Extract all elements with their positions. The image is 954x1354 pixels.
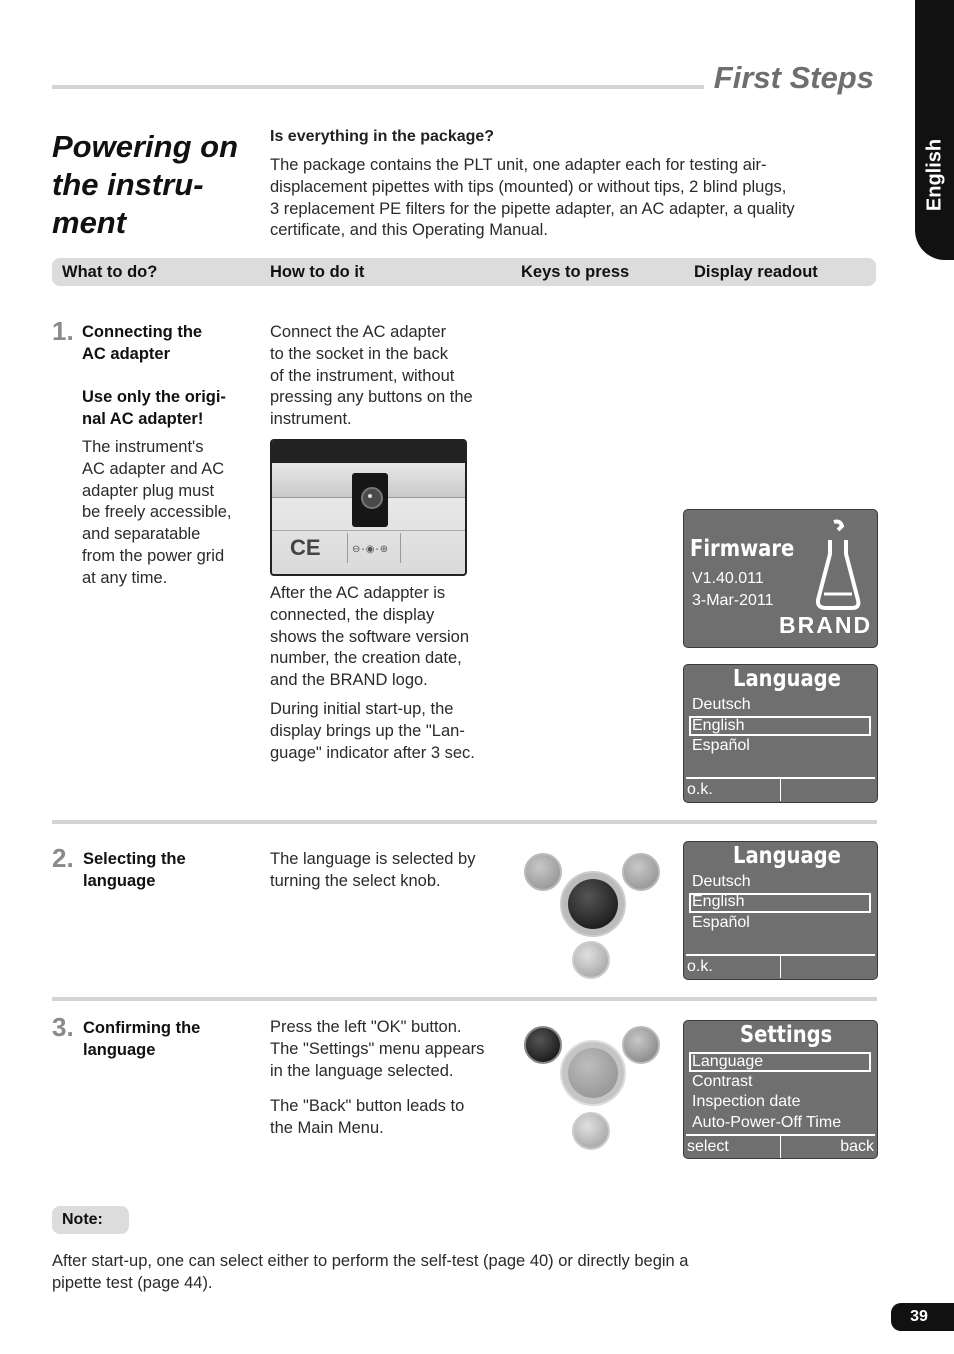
right-back-button[interactable] [622,853,660,891]
language-option: English [692,893,745,910]
note-label: Note: [62,1211,103,1228]
page-number: 39 [910,1308,928,1325]
step-3-back-info: The "Back" button leads to the Main Menu. [270,1097,465,1137]
step-1-after-connect: After the AC adappter is connected, the display shows the software version number, the creation date, and the BRAND logo. [270,584,470,690]
step-3-title: Confirming the language [83,1019,201,1059]
col-display-readout: Display readout [694,263,818,281]
ac-socket-photo [270,439,467,576]
col-what-to-do: What to do? [62,263,158,281]
step-2-number: 2. [52,843,74,873]
step-3-number: 3. [52,1012,74,1042]
softkey-left-label: select [687,1138,729,1155]
step-3-instructions: Press the left "OK" button. The "Settings" menu appears in the language selected. [270,1018,485,1080]
language-option: Español [692,914,750,931]
language-title: Language [733,666,841,692]
step-divider [52,997,877,1001]
step-2-title: Selecting the language [83,850,186,890]
firmware-version: V1.40.011 [692,570,764,587]
brand-logo: BRAND [779,612,873,638]
language-option: English [692,717,745,734]
left-ok-button[interactable] [524,853,562,891]
right-back-button[interactable] [622,1026,660,1064]
ce-mark: CE [290,535,321,560]
bottom-button[interactable] [572,1112,610,1150]
settings-display [683,1020,878,1159]
select-knob[interactable] [568,879,618,929]
softkey-left-label: o.k. [687,958,713,975]
language-display-2 [683,841,878,980]
step-1-number: 1. [52,316,74,346]
polarity-icon: ⊖-◉-⊕ [352,544,390,555]
section-title: First Steps [713,60,874,95]
brand-flask-icon [814,518,862,614]
settings-option: Auto-Power-Off Time [692,1114,842,1131]
col-keys-to-press: Keys to press [521,263,630,281]
step-divider [52,820,877,824]
step-1-instructions: Connect the AC adapter to the socket in the back of the instrument, without pressing any buttons on the instrument. [270,323,473,429]
header-rule [52,85,704,89]
left-ok-button[interactable] [524,1026,562,1064]
language-option: Español [692,737,750,754]
bottom-button[interactable] [572,941,610,979]
step-1-warning: Use only the origi- nal AC adapter! [82,388,226,428]
page-title: Powering on the instru- ment [52,129,238,240]
softkey-left-label: o.k. [687,781,713,798]
language-option: Deutsch [692,696,751,713]
firmware-date: 3-Mar-2011 [692,592,774,609]
keypad-ok-press [520,1020,662,1156]
power-socket-icon [352,473,388,527]
language-display-1 [683,664,878,803]
step-1-note: The instrument's AC adapter and AC adapter plug must be freely accessible, and separatable from the power grid at any time. [82,438,232,587]
softkey-right-label: back [840,1138,874,1155]
keypad-select-knob [520,843,662,979]
step-1-initial-startup: During initial start-up, the display brings up the "Lan- guage" indicator after 3 sec. [270,700,475,762]
step-2-instructions: The language is selected by turning the select knob. [270,850,476,890]
step-1-title: Connecting the AC adapter [82,323,203,363]
side-tab-label: English [923,138,945,212]
select-knob[interactable] [568,1048,618,1098]
language-option: Deutsch [692,873,751,890]
firmware-title: Firmware [690,536,795,562]
settings-option: Contrast [692,1073,753,1090]
package-heading: Is everything in the package? [270,128,495,145]
settings-option: Language [692,1053,764,1070]
col-how-to-do-it: How to do it [270,263,365,281]
settings-title: Settings [740,1022,833,1048]
package-text: The package contains the PLT unit, one adapter each for testing air- displacement pipettes with tips (mounted) or without tips, 2 blind plugs, 3 replacement PE filters for the pipette adapter, an AC adapter, a quality certificate, and this Operating Manual. [270,156,795,240]
note-text: After start-up, one can select either to perform the self-test (page 40) or directly begin a pipette test (page 44). [52,1252,689,1292]
firmware-display [683,509,878,648]
language-title: Language [733,843,841,869]
settings-option: Inspection date [692,1093,801,1110]
